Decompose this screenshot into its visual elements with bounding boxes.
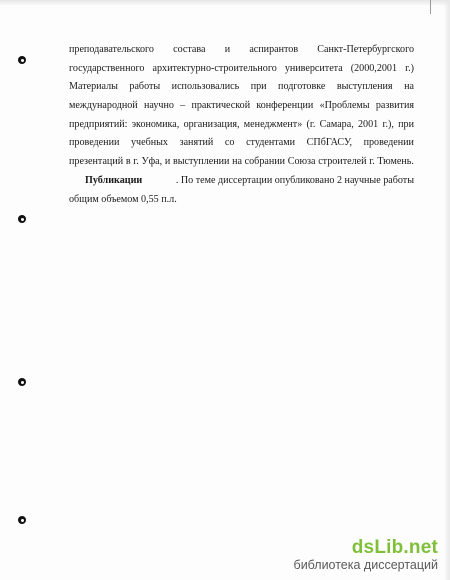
scan-edge-right — [444, 0, 450, 580]
publications-last-line: общим объемом 0,55 п.л. — [69, 193, 177, 205]
word: проведении — [363, 137, 414, 149]
word: состава — [173, 44, 206, 55]
word: Союза — [287, 156, 316, 168]
word: г. — [133, 156, 139, 168]
word: предприятий: — [69, 118, 128, 130]
watermark-caption: библиотека диссертаций — [293, 558, 438, 572]
word: при — [398, 118, 414, 130]
word: 2001 — [358, 118, 379, 130]
word: учебных — [130, 137, 168, 149]
word: г.) — [405, 62, 414, 74]
word: международной — [69, 100, 138, 112]
text-line — [69, 78, 414, 97]
word: студентами — [246, 137, 296, 149]
word: в — [125, 156, 131, 168]
word: архитектурно-строительного — [152, 62, 277, 74]
text-line — [69, 60, 414, 79]
text-line — [69, 97, 414, 116]
word: научно — [143, 100, 174, 112]
word: менеджмент» — [243, 118, 303, 130]
word: «Проблемы — [319, 100, 370, 112]
word: подготовке — [278, 81, 326, 93]
word: аспирантов — [249, 44, 299, 55]
word: Материалы — [69, 81, 118, 93]
punch-hole-icon — [18, 56, 26, 64]
publications-sentence: . По теме диссертации опубликовано 2 научные работы — [175, 174, 414, 186]
word: экономика, — [131, 118, 180, 130]
word: государственного — [69, 62, 145, 74]
word: г.), — [382, 118, 394, 130]
word: презентаций — [69, 156, 124, 168]
body-text — [69, 41, 414, 209]
word: выступлении — [172, 156, 230, 168]
publications-line — [69, 172, 414, 191]
word: использовались — [171, 81, 240, 93]
word: практической — [191, 100, 251, 112]
word: выступления — [336, 81, 393, 93]
word: г. — [369, 156, 375, 168]
word: (г. — [306, 118, 316, 130]
word: Самара, — [319, 118, 354, 130]
word: конференции — [256, 100, 314, 112]
watermark — [294, 538, 438, 572]
word: университета — [284, 62, 343, 74]
word: при — [250, 81, 267, 93]
word: СПбГАСУ, — [306, 137, 352, 149]
word: работы — [129, 81, 161, 93]
scan-edge-top — [0, 0, 450, 6]
punch-hole-icon — [18, 516, 26, 524]
word: занятий — [179, 137, 214, 149]
word: со — [224, 137, 235, 149]
word: организация, — [183, 118, 240, 130]
word: – — [180, 100, 186, 112]
word: (2000,2001 — [350, 62, 398, 74]
scan-tick-mark — [430, 0, 431, 14]
word: Санкт-Петербургского — [317, 44, 414, 55]
word: на — [404, 81, 414, 93]
word: развития — [375, 100, 414, 112]
word: собрании — [244, 156, 286, 168]
text-line — [69, 116, 414, 135]
punch-hole-icon — [18, 378, 26, 386]
text-line — [69, 153, 414, 172]
word: преподавательского — [69, 44, 154, 55]
word: на — [232, 156, 242, 168]
punch-hole-icon — [18, 215, 26, 223]
word: проведении — [69, 137, 120, 149]
word: строителей — [318, 156, 367, 168]
text-line — [69, 41, 414, 60]
word: Уфа, — [141, 156, 163, 168]
word: и — [224, 44, 231, 55]
watermark-logo: dsLib.net — [351, 537, 438, 558]
word: и — [164, 156, 171, 168]
word: Тюмень. — [377, 156, 414, 168]
publications-heading: Публикации — [85, 174, 143, 186]
text-line — [69, 134, 414, 153]
